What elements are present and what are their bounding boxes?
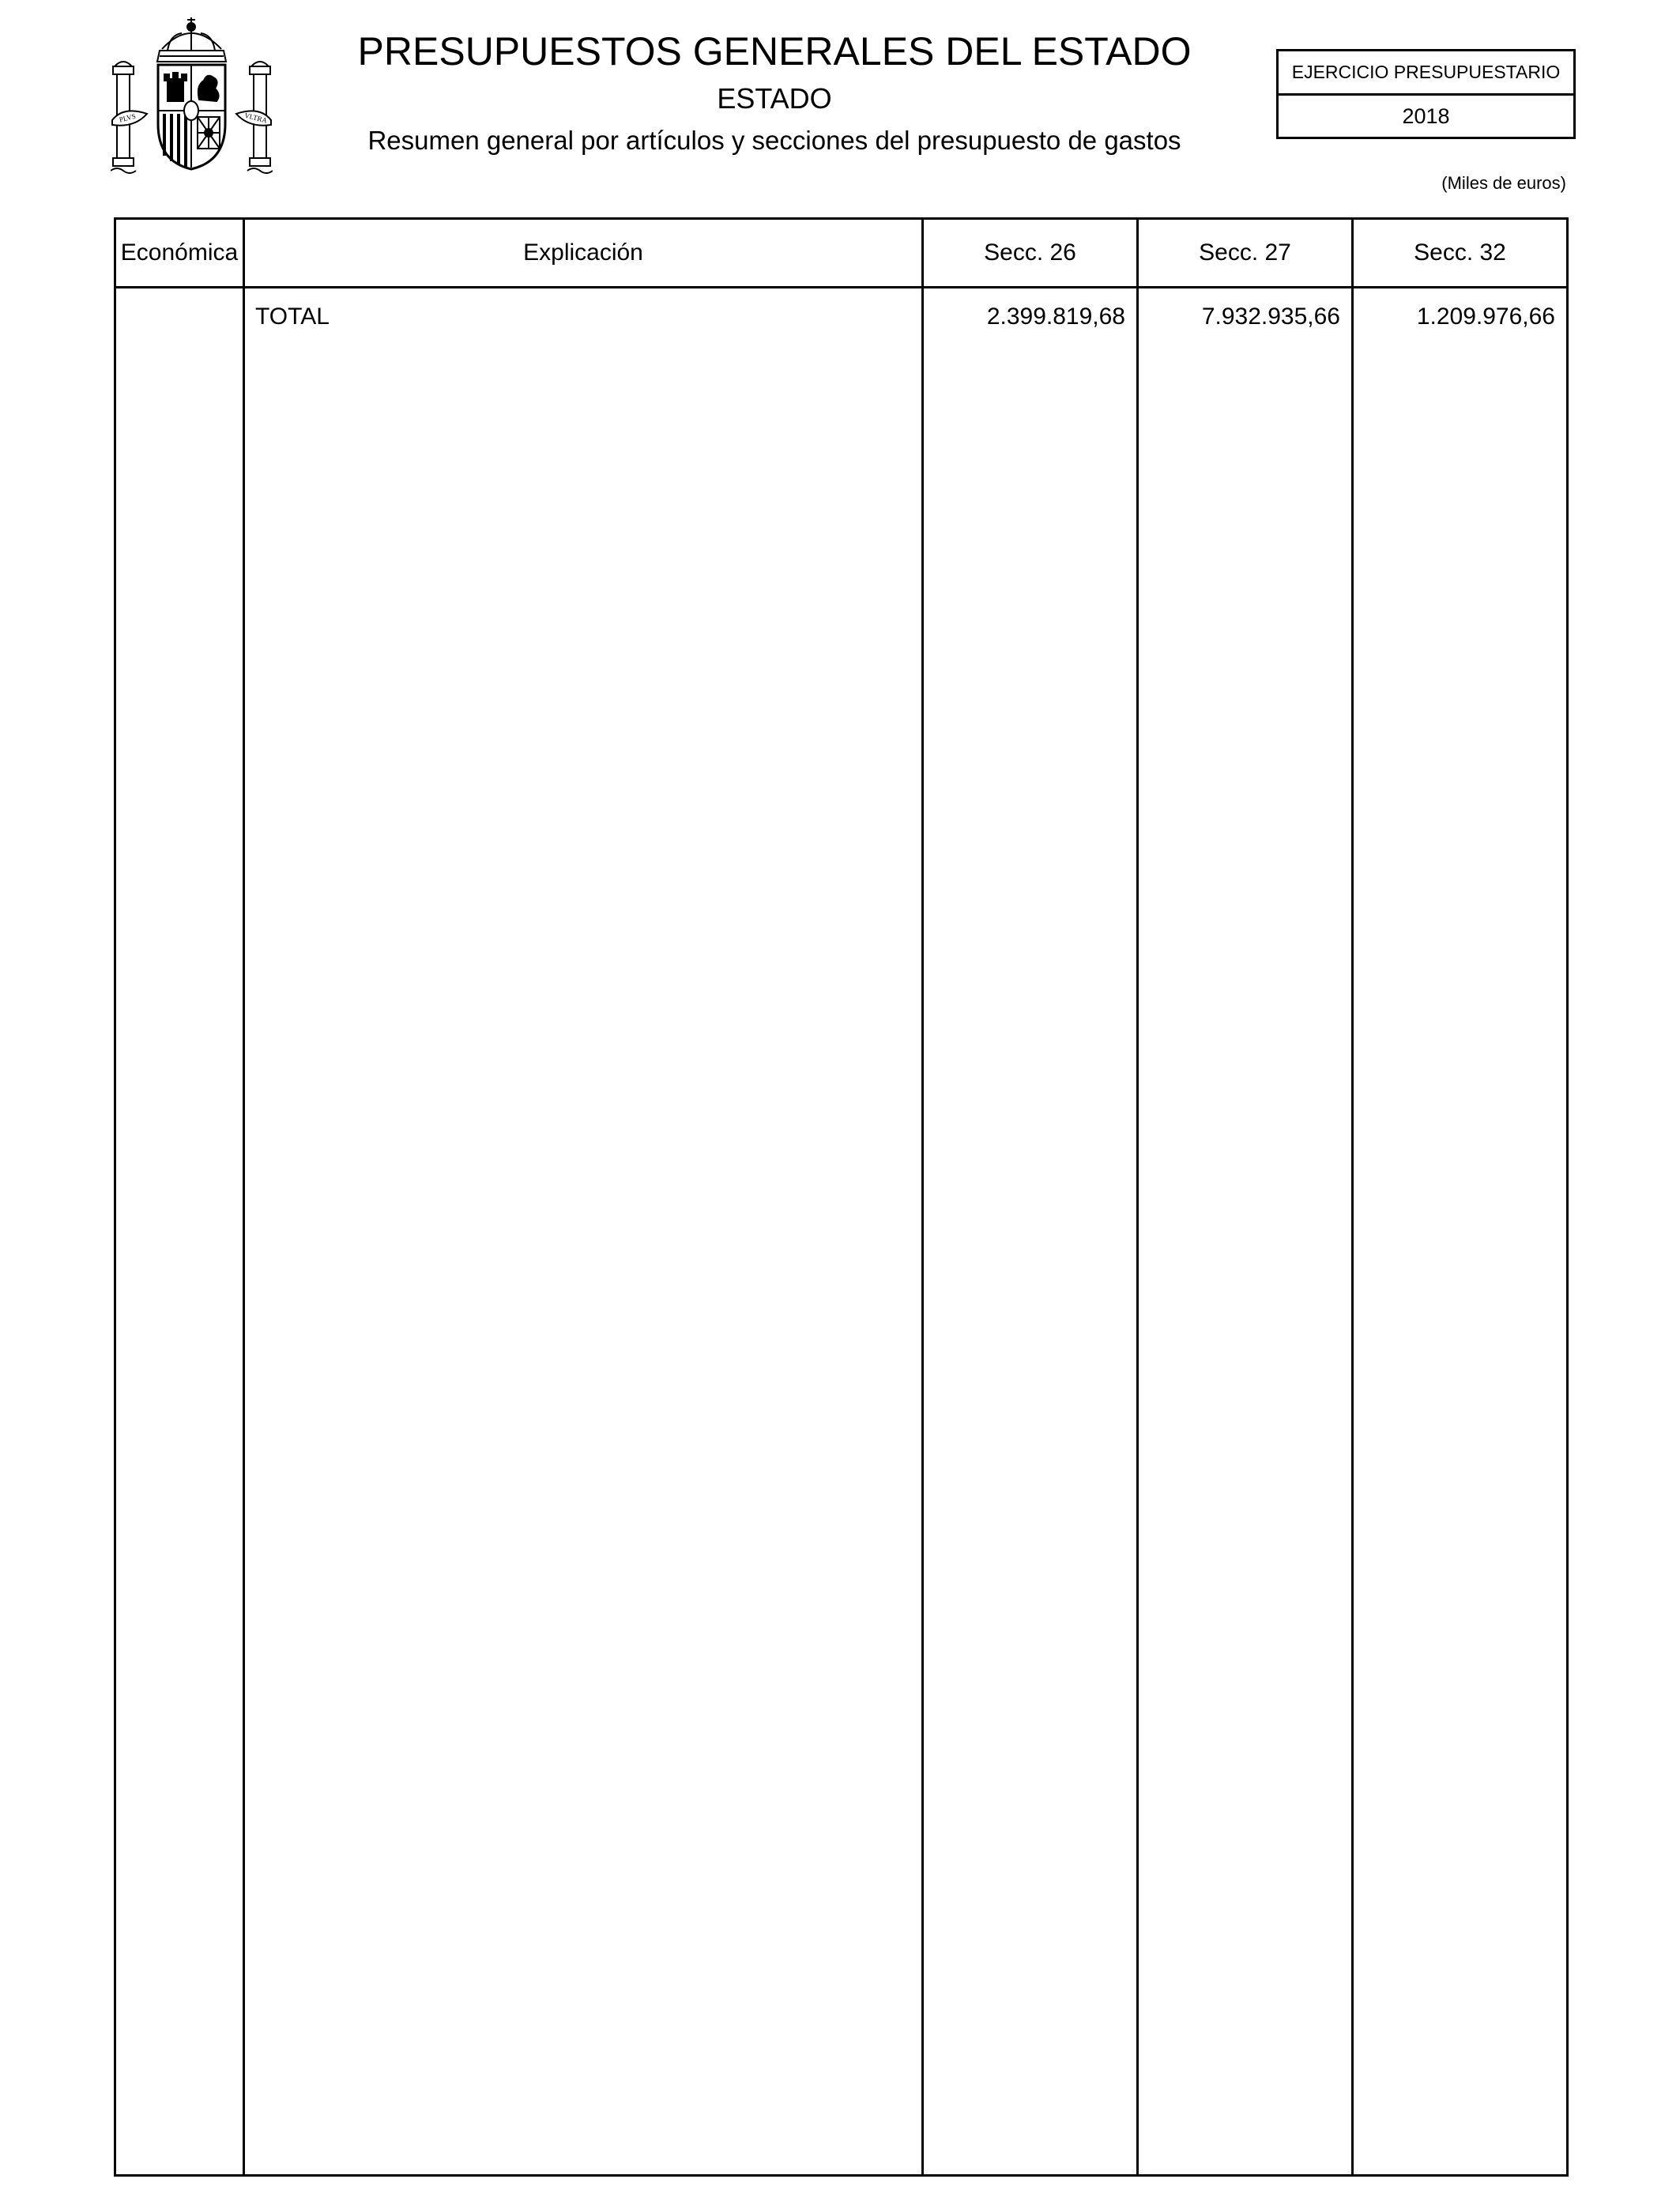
cell-economica [115, 288, 244, 335]
page-title: PRESUPUESTOS GENERALES DEL ESTADO [357, 29, 1192, 74]
table-empty-space [115, 335, 1568, 2176]
cell-explicacion: TOTAL [244, 288, 923, 335]
empty-cell [115, 335, 244, 2176]
column-header-secc-32: Secc. 32 [1353, 219, 1568, 288]
column-header-economica: Económica [115, 219, 244, 288]
column-header-secc-26: Secc. 26 [923, 219, 1138, 288]
units-note: (Miles de euros) [1441, 173, 1566, 193]
cell-secc-27: 7.932.935,66 [1138, 288, 1353, 335]
exercise-year-box [1276, 49, 1576, 139]
budget-table [114, 217, 1569, 2177]
motto-left: PLVS [118, 111, 137, 124]
cell-secc-26: 2.399.819,68 [923, 288, 1138, 335]
exercise-year: 2018 [1402, 104, 1450, 128]
cell-secc-32: 1.209.976,66 [1353, 288, 1568, 335]
spain-coat-of-arms-icon [111, 17, 273, 175]
table-header-row [115, 219, 1568, 288]
empty-cell [1138, 335, 1353, 2176]
table-row-total [115, 288, 1568, 335]
column-header-explicacion: Explicación [244, 219, 923, 288]
empty-cell [244, 335, 923, 2176]
empty-cell [1353, 335, 1568, 2176]
motto-right: VLTRA [243, 111, 269, 125]
report-summary: Resumen general por artículos y secciones del presupuesto de gastos [367, 126, 1181, 155]
column-header-secc-27: Secc. 27 [1138, 219, 1353, 288]
page-subtitle: ESTADO [717, 82, 832, 115]
exercise-label: EJERCICIO PRESUPUESTARIO [1279, 51, 1573, 96]
empty-cell [923, 335, 1138, 2176]
